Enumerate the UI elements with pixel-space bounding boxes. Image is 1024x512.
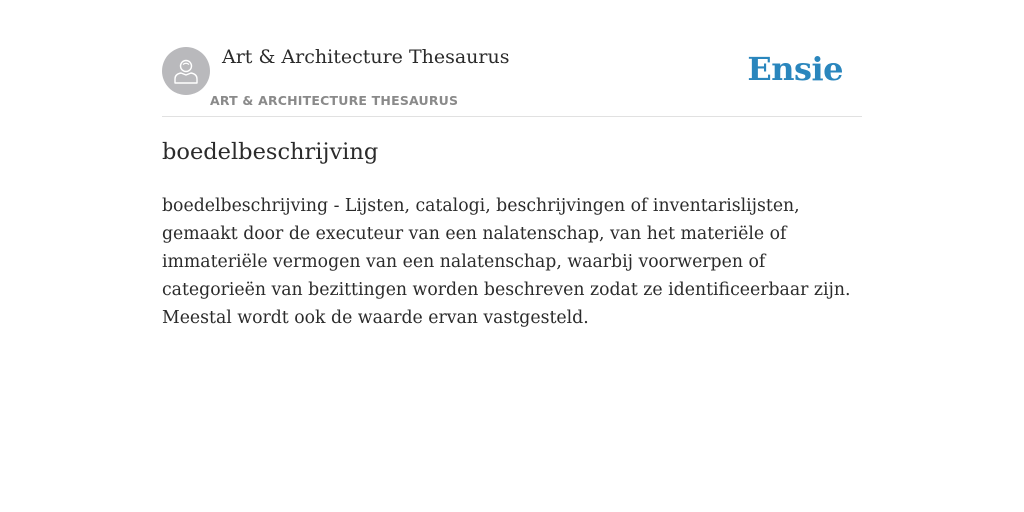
author-name[interactable]: Art & Architecture Thesaurus — [222, 46, 510, 68]
author-avatar[interactable] — [162, 47, 210, 95]
entry-header — [162, 46, 862, 117]
page-title: boedelbeschrijving — [162, 139, 379, 165]
user-outline-icon — [171, 56, 201, 86]
definition-text: boedelbeschrijving - Lijsten, catalogi, beschrijvingen of inventarislijsten, gemaakt door de executeur van een nalatenschap, van het materiële of immateriële vermogen van een nalatenschap, waarbij voorwerpen of categorieën van bezittingen worden beschreven zodat ze identificeerbaar zijn. Meestal wordt ook de waarde ervan vastgesteld. — [162, 196, 851, 328]
ensie-logo[interactable]: Ensie — [747, 50, 843, 88]
author-subtitle[interactable]: ART & ARCHITECTURE THESAURUS — [210, 93, 459, 108]
